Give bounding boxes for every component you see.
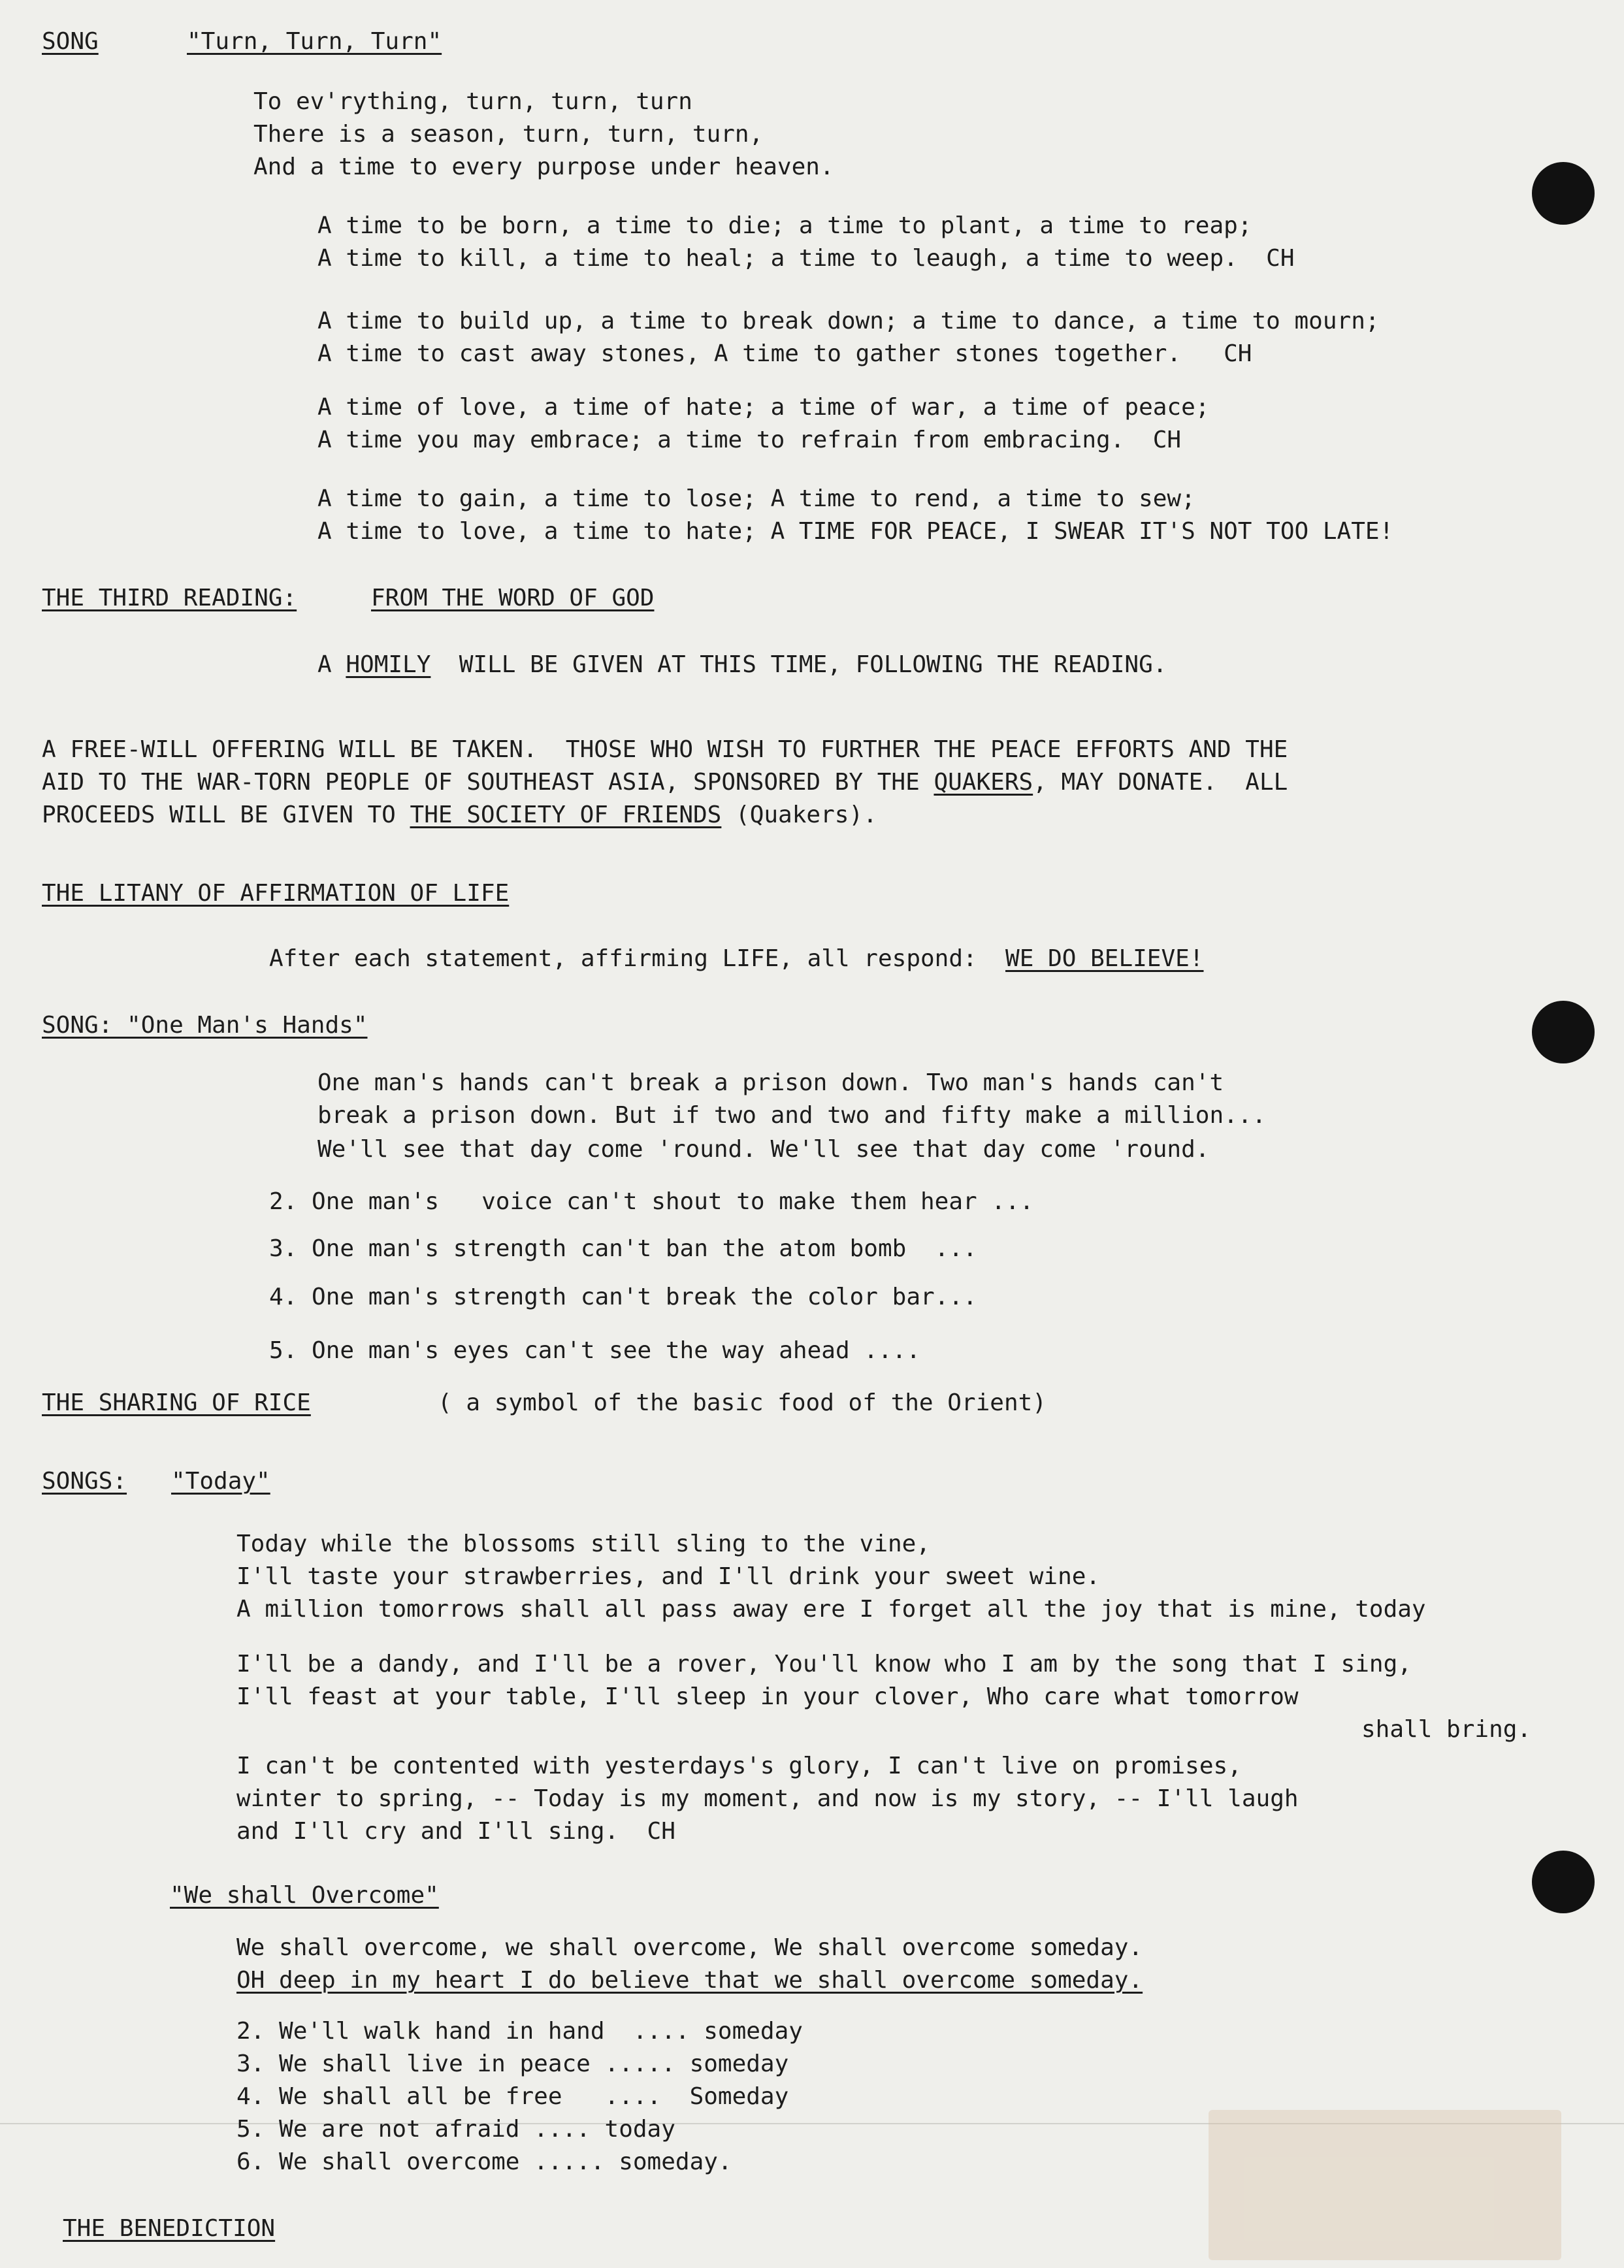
litany-instruction: After each statement, affirming LIFE, all respond: WE DO BELIEVE! (269, 945, 1204, 972)
homily-line: A HOMILY WILL BE GIVEN AT THIS TIME, FOLLOWING THE READING. (317, 651, 1167, 678)
verse-line: 5. One man's eyes can't see the way ahead .... (269, 1337, 920, 1364)
verse-line: 2. We'll walk hand in hand .... someday (236, 2018, 803, 2045)
lyric-line: A time to be born, a time to die; a time to plant, a time to reap; (317, 212, 1252, 239)
lyric-line: A time of love, a time of hate; a time of war, a time of peace; (317, 394, 1210, 421)
lyric-line: We shall overcome, we shall overcome, We shall overcome someday. (236, 1934, 1143, 1961)
reading-heading: THE THIRD READING: (42, 585, 297, 611)
verse-line: 2. One man's voice can't shout to make them hear ... (269, 1188, 1034, 1215)
lyric-line: I'll be a dandy, and I'll be a rover, You'll know who I am by the song that I sing, (236, 1651, 1412, 1677)
lyric-line: A time to gain, a time to lose; A time to rend, a time to sew; (317, 485, 1195, 512)
lyric-line: break a prison down. But if two and two and fifty make a million... (317, 1102, 1267, 1129)
lyric-line: A time to love, a time to hate; A TIME FOR PEACE, I SWEAR IT'S NOT TOO LATE! (317, 518, 1394, 545)
punch-hole-middle (1532, 1001, 1595, 1063)
verse-line: 4. We shall all be free .... Someday (236, 2083, 789, 2110)
verse-line: 6. We shall overcome ..... someday. (236, 2148, 732, 2175)
lyric-line: I'll taste your strawberries, and I'll drink your sweet wine. (236, 1563, 1101, 1590)
lyric-line: And a time to every purpose under heaven. (253, 154, 834, 180)
lyric-line: winter to spring, -- Today is my moment, and now is my story, -- I'll laugh (236, 1785, 1299, 1812)
homily-word: HOMILY (346, 651, 431, 678)
lyric-line: A time to kill, a time to heal; a time to leaugh, a time to weep. CH (317, 245, 1295, 272)
song-one-mans-hands-title: SONG: "One Man's Hands" (42, 1012, 368, 1039)
lyric-line: OH deep in my heart I do believe that we shall overcome someday. (236, 1967, 1143, 1994)
litany-response: WE DO BELIEVE! (1005, 945, 1204, 972)
song-title-we-shall-overcome: "We shall Overcome" (170, 1882, 439, 1909)
songs-label: SONGS: (42, 1468, 127, 1495)
reading-source: FROM THE WORD OF GOD (371, 585, 655, 611)
lyric-line: A million tomorrows shall all pass away ere I forget all the joy that is mine, today (236, 1596, 1426, 1623)
lyric-line: I'll feast at your table, I'll sleep in your clover, Who care what tomorrow (236, 1683, 1299, 1710)
lyric-line: To ev'rything, turn, turn, turn (253, 88, 692, 115)
benediction-heading: THE BENEDICTION (63, 2215, 276, 2242)
punch-hole-top (1532, 162, 1595, 225)
lyric-line: shall bring. (1361, 1716, 1532, 1743)
offering-line-1: A FREE-WILL OFFERING WILL BE TAKEN. THOSE WHO WISH TO FURTHER THE PEACE EFFORTS AND THE (42, 736, 1288, 763)
lyric-line: One man's hands can't break a prison down. Two man's hands can't (317, 1069, 1224, 1096)
song-title-turn-turn-turn: "Turn, Turn, Turn" (187, 28, 442, 55)
verse-line: 4. One man's strength can't break the color bar... (269, 1284, 977, 1310)
rice-note: ( a symbol of the basic food of the Orient) (438, 1389, 1047, 1416)
rice-heading: THE SHARING OF RICE (42, 1389, 311, 1416)
punch-hole-bottom (1532, 1851, 1595, 1913)
offering-line-2: AID TO THE WAR-TORN PEOPLE OF SOUTHEAST ASIA, SPONSORED BY THE QUAKERS, MAY DONATE. ALL (42, 769, 1288, 796)
quakers-word: QUAKERS (934, 769, 1033, 796)
song-label: SONG (42, 28, 99, 55)
verse-line: 3. One man's strength can't ban the atom bomb ... (269, 1235, 977, 1262)
lyric-line: and I'll cry and I'll sing. CH (236, 1818, 675, 1845)
offering-line-3: PROCEEDS WILL BE GIVEN TO THE SOCIETY OF FRIENDS (Quakers). (42, 802, 877, 828)
society-of-friends: THE SOCIETY OF FRIENDS (410, 802, 722, 828)
verse-line: 5. We are not afraid .... today (236, 2116, 675, 2143)
litany-heading: THE LITANY OF AFFIRMATION OF LIFE (42, 880, 510, 907)
lyric-line: I can't be contented with yesterdays's glory, I can't live on promises, (236, 1753, 1242, 1779)
lyric-line: A time you may embrace; a time to refrain from embracing. CH (317, 427, 1182, 453)
lyric-line: A time to build up, a time to break down; a time to dance, a time to mourn; (317, 308, 1380, 334)
verse-line: 3. We shall live in peace ..... someday (236, 2050, 789, 2077)
lyric-line: Today while the blossoms still sling to the vine, (236, 1531, 931, 1557)
song-title-today: "Today" (171, 1468, 270, 1495)
paper-stain (1209, 2110, 1561, 2260)
lyric-line: We'll see that day come 'round. We'll see that day come 'round. (317, 1136, 1210, 1163)
lyric-line: A time to cast away stones, A time to gather stones together. CH (317, 340, 1252, 367)
lyric-line: There is a season, turn, turn, turn, (253, 121, 764, 148)
